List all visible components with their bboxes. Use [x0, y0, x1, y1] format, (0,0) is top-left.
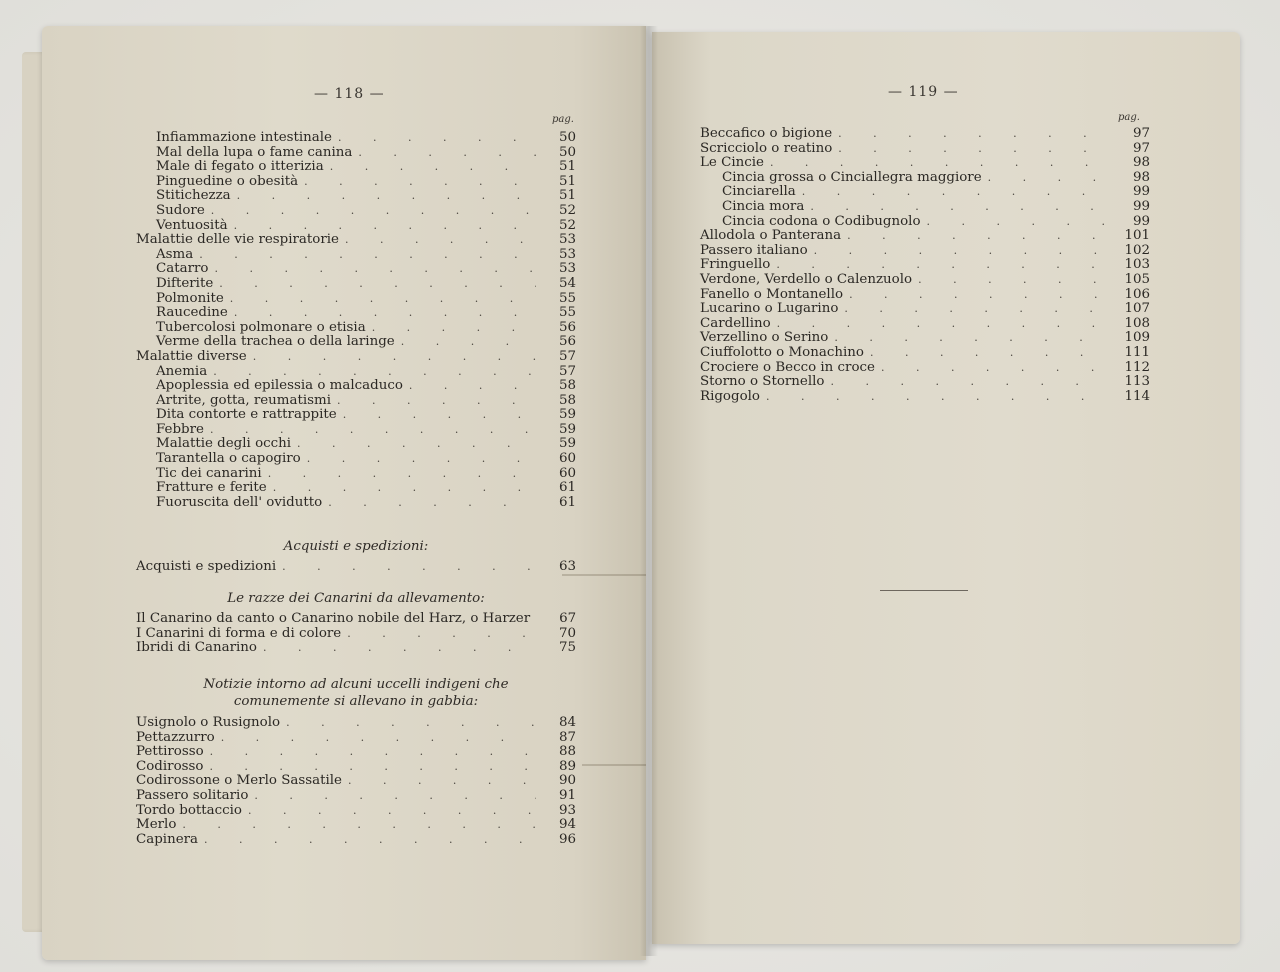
toc-entry: [136, 467, 576, 482]
toc-leader-dots: [199, 248, 536, 263]
toc-entry: [700, 200, 1150, 215]
toc-entry: [700, 375, 1150, 390]
toc-leader-dots: [214, 262, 536, 277]
toc-leader-dots: [770, 156, 1110, 171]
toc-entry-page: 103: [1124, 257, 1150, 273]
toc-entry: [136, 379, 576, 394]
toc-entry-title: Mal della lupa o fame canina: [156, 144, 353, 160]
toc-entry-page: 99: [1132, 184, 1150, 200]
toc-entry-page: 88: [558, 744, 576, 760]
toc-entry-title: Il Canarino da canto o Canarino nobile del Harz, o Harzer: [136, 611, 531, 626]
toc-entry-title: Verme della trachea o della laringe: [156, 334, 395, 350]
toc-entry: [136, 335, 576, 350]
toc-entry-title: Verdone, Verdello o Calenzuolo: [700, 271, 913, 287]
toc-entry-title: Tubercolosi polmonare o etisia: [156, 319, 366, 335]
toc-entry-title: Tic dei canarini: [156, 465, 262, 481]
pag-label: pag.: [552, 114, 574, 125]
toc-entry-title: Acquisti e spedizioni: [136, 559, 277, 574]
toc-entry-page: 90: [558, 773, 576, 789]
toc-entry-title: Beccafico o bigione: [700, 126, 833, 141]
toc-leader-dots: [307, 452, 536, 467]
toc-entry-title: Tordo bottaccio: [136, 802, 242, 818]
toc-entry-title: Fratture e ferite: [156, 480, 267, 496]
toc-leader-dots: [304, 175, 536, 190]
toc-leader-dots: [844, 302, 1110, 317]
toc-entry: [136, 248, 576, 263]
section-heading-notizie-line-1: Notizie intorno ad alcuni uccelli indigeni che: [203, 677, 509, 692]
toc-entry: [136, 365, 576, 380]
toc-entry: [136, 833, 576, 848]
toc-entry-page: 51: [558, 188, 576, 204]
toc-entry-page: 67: [559, 611, 577, 626]
toc-entry-page: 87: [558, 729, 576, 745]
toc-entry: [136, 306, 576, 321]
toc-leader-dots: [870, 346, 1110, 361]
toc-entry: [136, 437, 576, 452]
toc-entry: [136, 452, 576, 467]
toc-entry-title: Codirossone o Merlo Sassatile: [136, 773, 342, 789]
toc-entry-title: Pettazzurro: [136, 729, 215, 745]
toc-entry-title: Sudore: [156, 202, 205, 218]
toc-entry-page: 54: [558, 275, 576, 291]
toc-entry-title: Malattie delle vie respiratorie: [136, 232, 339, 248]
toc-entry-title: Capinera: [136, 831, 199, 847]
toc-entry-title: Difterite: [156, 275, 214, 291]
toc-entry: [700, 273, 1150, 288]
toc-entry-page: 52: [558, 217, 576, 233]
page-number: — 118 —: [314, 86, 385, 102]
toc-entry-title: Lucarino o Lugarino: [700, 301, 839, 317]
toc-entry: [700, 244, 1150, 259]
toc-entry-page: 51: [558, 173, 576, 189]
toc-entry-title: Cincia grossa o Cinciallegra maggiore: [722, 169, 982, 185]
toc-leader-dots: [802, 185, 1110, 200]
toc-entry-page: 53: [558, 246, 576, 262]
toc-entry-page: 51: [558, 159, 576, 175]
toc-entry-page: 109: [1124, 330, 1150, 346]
toc-entry-title: Cardellino: [700, 315, 771, 331]
toc-entry-title: Catarro: [156, 261, 209, 277]
toc-entry-page: 84: [558, 715, 576, 730]
toc-leader-dots: [210, 423, 536, 438]
toc-entry: [700, 215, 1150, 230]
toc-entry-title: Codirosso: [136, 758, 204, 774]
toc-leader-dots: [776, 258, 1110, 273]
toc-entry: [700, 361, 1150, 376]
toc-entry-page: 53: [558, 232, 576, 248]
toc-leader-dots: [263, 641, 536, 656]
toc-entry-page: 114: [1124, 388, 1150, 404]
toc-leader-dots: [182, 818, 536, 833]
closing-rule: [880, 590, 968, 591]
toc-entry: [136, 560, 576, 575]
toc-entry-title: Apoplessia ed epilessia o malcaduco: [156, 378, 403, 394]
toc-leader-dots: [286, 716, 536, 731]
toc-entry-title: Merlo: [136, 817, 177, 833]
toc-leader-dots: [830, 375, 1110, 390]
toc-leader-dots: [766, 390, 1110, 405]
toc-entry-title: Scricciolo o reatino: [700, 140, 833, 156]
toc-leader-dots: [358, 146, 536, 161]
toc-entry-page: 53: [558, 261, 576, 277]
toc-entry-page: 89: [558, 758, 576, 774]
section-heading-notizie-line-2: comunemente si allevano in gabbia:: [233, 694, 479, 709]
toc-entry: [700, 317, 1150, 332]
toc-leader-dots: [209, 760, 536, 775]
toc-entry: [136, 131, 576, 146]
toc-leader-dots: [213, 365, 536, 380]
toc-entry-page: 97: [1132, 140, 1150, 156]
toc-entry-page: 99: [1132, 213, 1150, 229]
toc-entry: [700, 302, 1150, 317]
left-page: [42, 26, 646, 960]
toc-entry-title: Asma: [156, 246, 194, 262]
toc-leader-dots: [347, 627, 536, 642]
toc-entry: [136, 160, 576, 175]
toc-leader-dots: [849, 288, 1110, 303]
toc-leader-dots: [273, 481, 536, 496]
toc-entry: [136, 627, 576, 642]
toc-entry-title: Passero italiano: [700, 242, 808, 258]
toc-entry-title: I Canarini di forma e di colore: [136, 625, 342, 641]
toc-entry-title: Fuoruscita dell' ovidutto: [156, 494, 323, 510]
toc-entry-page: 61: [558, 480, 576, 496]
toc-entry-page: 96: [558, 831, 576, 847]
section-heading-razze: Le razze dei Canarini da allevamento:: [227, 591, 485, 606]
toc-entry: [700, 331, 1150, 346]
toc-entry-page: 93: [558, 802, 576, 818]
toc-entry: [700, 288, 1150, 303]
right-page: [652, 32, 1240, 944]
toc-entry-page: 94: [558, 817, 576, 833]
toc-entry-title: Pettirosso: [136, 744, 204, 760]
toc-leader-dots: [219, 277, 536, 292]
toc-leader-dots: [834, 331, 1110, 346]
toc-entry: [700, 185, 1150, 200]
toc-entry-title: Ventuosità: [156, 217, 228, 233]
toc-leader-dots: [328, 496, 536, 511]
toc-entry: [700, 127, 1150, 142]
toc-entry-title: Ciuffolotto o Monachino: [700, 344, 864, 360]
toc-entry: [136, 481, 576, 496]
toc-entry: [136, 277, 576, 292]
toc-entry: [700, 258, 1150, 273]
toc-entry-page: 105: [1124, 271, 1150, 287]
toc-leader-dots: [204, 833, 536, 848]
toc-entry-page: 106: [1124, 286, 1150, 302]
toc-entry-title: Le Cincie: [700, 155, 764, 171]
toc-entry-page: 107: [1124, 301, 1150, 317]
section-heading-notizie: [136, 676, 576, 710]
toc-entry: [136, 423, 576, 438]
toc-entry-title: Dita contorte e rattrappite: [156, 407, 337, 423]
toc-entry-page: 52: [558, 202, 576, 218]
toc-entry-page: 58: [558, 392, 576, 408]
toc-leader-dots: [343, 408, 536, 423]
toc-list-diseases: [136, 131, 576, 510]
toc-list-uccelli: [136, 716, 576, 847]
toc-entry-page: 99: [1132, 198, 1150, 214]
toc-leader-dots: [372, 321, 536, 336]
toc-entry-title: Ibridi di Canarino: [136, 640, 257, 656]
toc-leader-dots: [330, 160, 536, 175]
toc-list-razze: [136, 612, 576, 656]
toc-entry-page: 112: [1124, 359, 1150, 375]
toc-entry: [700, 156, 1150, 171]
toc-entry: [136, 789, 576, 804]
toc-leader-dots: [253, 350, 536, 365]
toc-list-birds: [700, 127, 1150, 404]
toc-leader-dots: [234, 219, 536, 234]
toc-entry-page: 75: [558, 640, 576, 656]
toc-entry-page: 60: [558, 465, 576, 481]
toc-entry: [136, 262, 576, 277]
toc-entry-page: 97: [1132, 126, 1150, 141]
toc-entry-page: 56: [558, 334, 576, 350]
toc-entry-title: Febbre: [156, 421, 204, 437]
toc-entry-page: 113: [1124, 374, 1150, 390]
toc-entry: [700, 390, 1150, 405]
toc-leader-dots: [881, 361, 1110, 376]
toc-entry-page: 57: [558, 348, 576, 364]
toc-leader-dots: [348, 774, 536, 789]
toc-entry-page: 55: [558, 290, 576, 306]
toc-leader-dots: [221, 731, 536, 746]
section-heading-acquisti: Acquisti e spedizioni:: [283, 539, 429, 554]
paper-crease: [562, 574, 646, 576]
toc-leader-dots: [401, 335, 536, 350]
toc-entry-page: 60: [558, 451, 576, 467]
toc-entry-page: 108: [1124, 315, 1150, 331]
toc-entry-page: 101: [1124, 228, 1150, 244]
toc-entry-title: Allodola o Panterana: [700, 228, 842, 244]
toc-leader-dots: [297, 437, 536, 452]
toc-entry-title: Infiammazione intestinale: [156, 130, 332, 145]
toc-entry-page: 59: [558, 407, 576, 423]
toc-entry: [700, 346, 1150, 361]
toc-leader-dots: [237, 189, 536, 204]
toc-entry: [136, 774, 576, 789]
toc-entry: [136, 731, 576, 746]
toc-entry-title: Tarantella o capogiro: [156, 451, 301, 467]
toc-leader-dots: [268, 467, 536, 482]
toc-entry-title: Pinguedine o obesità: [156, 173, 299, 189]
toc-entry-page: 98: [1132, 169, 1150, 185]
toc-entry: [136, 408, 576, 423]
toc-entry-title: Usignolo o Rusignolo: [136, 715, 281, 730]
toc-leader-dots: [282, 560, 536, 575]
toc-leader-dots: [345, 233, 536, 248]
toc-entry-page: 63: [558, 559, 576, 574]
toc-entry-page: 57: [558, 363, 576, 379]
toc-entry-title: Cinciarella: [722, 184, 796, 200]
toc-leader-dots: [230, 292, 536, 307]
toc-entry: [136, 612, 576, 627]
toc-entry: [136, 745, 576, 760]
toc-entry-title: Male di fegato o itterizia: [156, 159, 324, 175]
toc-leader-dots: [234, 306, 536, 321]
toc-leader-dots: [838, 142, 1110, 157]
toc-entry-page: 59: [558, 421, 576, 437]
toc-entry-page: 59: [558, 436, 576, 452]
toc-entry-page: 102: [1124, 242, 1150, 258]
toc-entry: [136, 760, 576, 775]
toc-leader-dots: [337, 394, 536, 409]
toc-entry: [136, 818, 576, 833]
toc-entry: [136, 804, 576, 819]
toc-entry-page: 70: [558, 625, 576, 641]
toc-leader-dots: [838, 127, 1110, 142]
toc-entry-title: Cincia codona o Codibugnolo: [722, 213, 921, 229]
toc-entry: [700, 142, 1150, 157]
toc-entry-title: Malattie diverse: [136, 348, 247, 364]
toc-list-acquisti: [136, 560, 576, 575]
toc-entry-page: 50: [558, 130, 576, 145]
toc-entry-page: 55: [558, 305, 576, 321]
toc-leader-dots: [338, 131, 536, 146]
toc-entry-page: 61: [558, 494, 576, 510]
toc-entry-page: 58: [558, 378, 576, 394]
toc-entry-page: 56: [558, 319, 576, 335]
toc-leader-dots: [847, 229, 1110, 244]
toc-entry-title: Fanello o Montanello: [700, 286, 844, 302]
toc-entry-title: Rigogolo: [700, 388, 760, 404]
toc-leader-dots: [248, 804, 536, 819]
toc-entry-page: 111: [1124, 344, 1150, 360]
toc-leader-dots: [211, 204, 536, 219]
toc-entry-title: Fringuello: [700, 257, 771, 273]
toc-entry: [136, 204, 576, 219]
toc-entry: [136, 641, 576, 656]
toc-entry-title: Verzellino o Serino: [700, 330, 829, 346]
toc-entry: [136, 321, 576, 336]
toc-leader-dots: [409, 379, 536, 394]
toc-entry: [136, 189, 576, 204]
toc-entry-title: Raucedine: [156, 305, 228, 321]
pag-label: pag.: [1118, 112, 1140, 123]
toc-entry: [136, 146, 576, 161]
toc-entry: [700, 171, 1150, 186]
page-number: — 119 —: [888, 84, 959, 100]
toc-entry-title: Cincia mora: [722, 198, 805, 214]
toc-entry-title: Stitichezza: [156, 188, 231, 204]
toc-entry: [136, 350, 576, 365]
toc-entry-title: Passero solitario: [136, 787, 249, 803]
toc-entry: [136, 233, 576, 248]
toc-entry-title: Crociere o Becco in croce: [700, 359, 875, 375]
toc-entry: [136, 716, 576, 731]
toc-entry-title: Storno o Stornello: [700, 374, 825, 390]
toc-entry: [136, 292, 576, 307]
toc-entry: [136, 175, 576, 190]
toc-leader-dots: [810, 200, 1110, 215]
book-gutter: [640, 26, 658, 956]
toc-entry-title: Anemia: [156, 363, 208, 379]
toc-entry: [136, 394, 576, 409]
toc-leader-dots: [814, 244, 1110, 259]
toc-entry-title: Polmonite: [156, 290, 224, 306]
toc-entry-title: Artrite, gotta, reumatismi: [156, 392, 331, 408]
toc-entry-page: 50: [558, 144, 576, 160]
toc-leader-dots: [210, 745, 536, 760]
toc-leader-dots: [988, 171, 1110, 186]
toc-entry: [136, 219, 576, 234]
toc-entry: [136, 496, 576, 511]
toc-leader-dots: [927, 215, 1110, 230]
paper-crease: [582, 764, 646, 766]
toc-entry-page: 98: [1132, 155, 1150, 171]
toc-entry-page: 91: [558, 787, 576, 803]
toc-leader-dots: [918, 273, 1110, 288]
toc-entry: [700, 229, 1150, 244]
toc-leader-dots: [254, 789, 536, 804]
toc-entry-title: Malattie degli occhi: [156, 436, 292, 452]
toc-leader-dots: [777, 317, 1110, 332]
